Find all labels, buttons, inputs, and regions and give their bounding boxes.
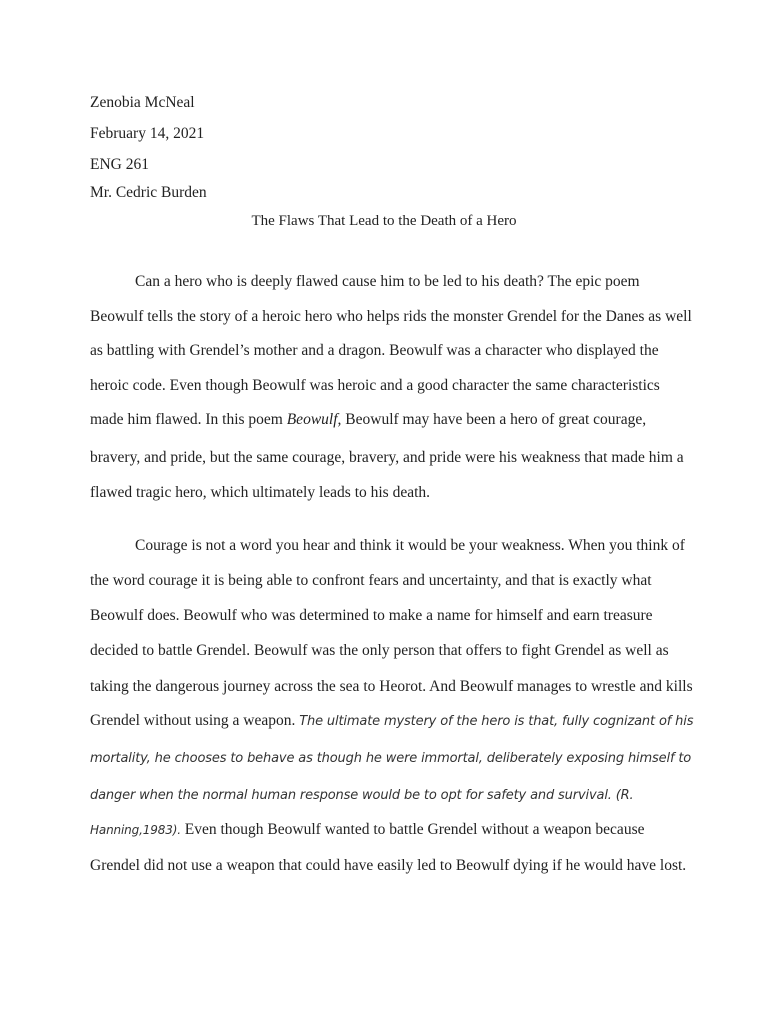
p2-line-9	[90, 820, 644, 840]
p2-line-8	[90, 785, 634, 806]
p2-line-7	[90, 748, 691, 769]
citation: Hanning,1983).	[90, 823, 181, 837]
p2-line-6-a: Grendel without using a weapon.	[90, 712, 300, 729]
p2-line-9-b: Even though Beowulf wanted to battle Grendel without a weapon because	[180, 821, 645, 838]
p2-line-10: Grendel did not use a weapon that could have easily led to Beowulf dying if he would have lost.	[90, 857, 687, 874]
p2-line-4: decided to battle Grendel. Beowulf was the only person that offers to fight Grendel as well as	[90, 642, 669, 659]
p1-line-5-a: made him flawed. In this poem	[90, 411, 287, 428]
p1-line-5	[90, 410, 646, 430]
essay-date: February 14, 2021	[90, 125, 205, 142]
course-code: ENG 261	[90, 156, 149, 173]
instructor-name: Mr. Cedric Burden	[90, 184, 207, 201]
poem-title-italic: Beowulf,	[286, 411, 342, 428]
quote-line-2: mortality, he chooses to behave as though he were immortal, deliberately exposing himself to	[90, 751, 692, 766]
p2-line-1: Courage is not a word you hear and think it would be your weakness. When you think of	[135, 537, 685, 554]
p1-line-2: Beowulf tells the story of a heroic hero who helps rids the monster Grendel for the Danes as well	[90, 308, 692, 325]
essay-title-text: The Flaws That Lead to the Death of a Hero	[251, 213, 517, 229]
quote-line-3: danger when the normal human response would be to opt for safety and survival. (R.	[90, 788, 634, 803]
p1-line-3: as battling with Grendel’s mother and a dragon. Beowulf was a character who displayed the	[90, 342, 659, 359]
p1-line-4: heroic code. Even though Beowulf was heroic and a good character the same characteristics	[90, 377, 660, 394]
p1-line-6: bravery, and pride, but the same courage, bravery, and pride were his weakness that made him a	[90, 449, 684, 466]
author-name: Zenobia McNeal	[90, 94, 195, 111]
p2-line-3: Beowulf does. Beowulf who was determined to make a name for himself and earn treasure	[90, 607, 653, 624]
p1-line-5-b: Beowulf may have been a hero of great courage,	[341, 411, 647, 428]
essay-title	[0, 211, 768, 231]
p1-line-1: Can a hero who is deeply flawed cause him to be led to his death? The epic poem	[135, 273, 640, 290]
quote-line-1: The ultimate mystery of the hero is that, fully cognizant of his	[299, 714, 694, 729]
p2-line-6	[90, 711, 693, 732]
p1-line-7: flawed tragic hero, which ultimately leads to his death.	[90, 484, 431, 501]
p2-line-2: the word courage it is being able to confront fears and uncertainty, and that is exactly what	[90, 572, 652, 589]
p2-line-5: taking the dangerous journey across the sea to Heorot. And Beowulf manages to wrestle and kills	[90, 678, 693, 695]
